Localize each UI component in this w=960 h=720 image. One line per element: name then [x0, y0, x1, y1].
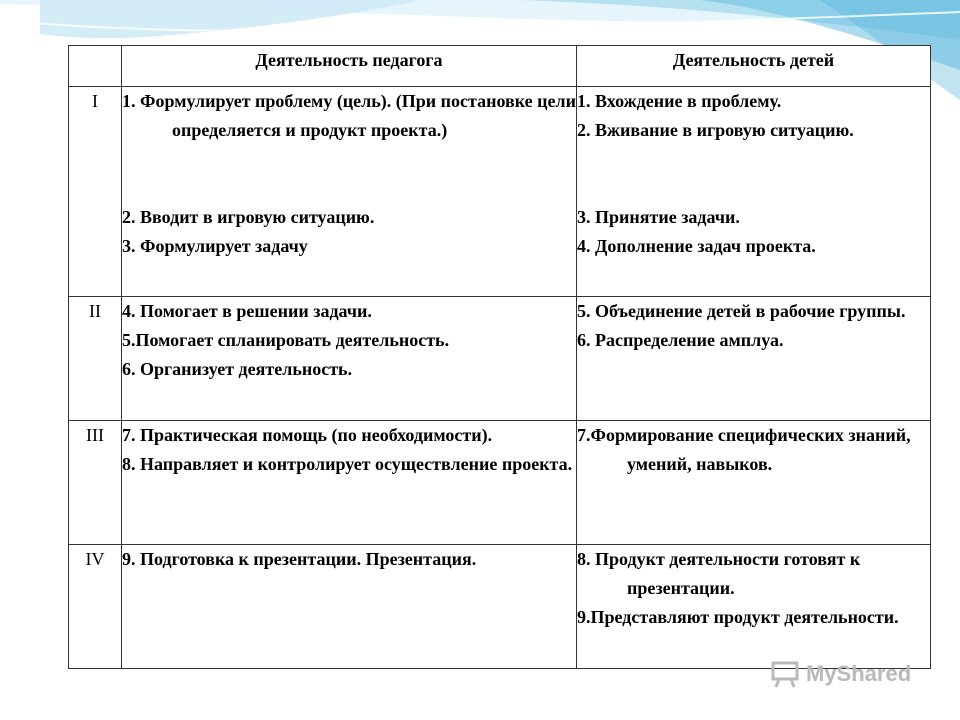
list-item: 2. Вводит в игровую ситуацию.	[122, 207, 375, 227]
header-children-activity: Деятельность детей	[577, 46, 931, 87]
list-item: 6. Организует деятельность.	[122, 359, 353, 379]
children-activity-cell	[577, 545, 931, 669]
stage-cell: IV	[69, 545, 122, 669]
chalkboard-icon	[770, 660, 800, 688]
list-item: 8. Продукт деятельности готовят к презентации.	[577, 549, 861, 598]
list-item: 4. Помогает в решении задачи.	[122, 301, 372, 321]
watermark	[770, 660, 911, 688]
list-item: 1. Вхождение в проблему.	[577, 91, 782, 111]
watermark-text: MyShared	[806, 661, 912, 686]
table-row	[69, 421, 931, 545]
stage-cell: I	[69, 87, 122, 297]
table-header-row	[69, 46, 931, 87]
list-item: 9. Подготовка к презентации. Презентация.	[122, 549, 477, 569]
spacer	[577, 145, 930, 203]
list-item: 7. Практическая помощь (по необходимости).	[122, 425, 493, 445]
table-row	[69, 545, 931, 669]
children-activity-cell	[577, 87, 931, 297]
children-activity-cell	[577, 297, 931, 421]
table-row	[69, 87, 931, 297]
table-row	[69, 297, 931, 421]
list-item: 3. Принятие задачи.	[577, 207, 740, 227]
project-activity-table	[68, 45, 931, 669]
teacher-activity-cell	[122, 545, 577, 669]
list-item: 6. Распределение амплуа.	[577, 330, 784, 350]
spacer	[122, 145, 576, 203]
list-item: 9.Представляют продукт деятельности.	[577, 607, 899, 627]
list-item: 7.Формирование специфических знаний, умений, навыков.	[577, 425, 911, 474]
list-item: 2. Вживание в игровую ситуацию.	[577, 120, 854, 140]
list-item: 5.Помогает спланировать деятельность.	[122, 330, 450, 350]
list-item: 1. Формулирует проблему (цель). (При постановке цели определяется и продукт проекта.)	[122, 91, 576, 140]
stage-cell: III	[69, 421, 122, 545]
teacher-activity-cell	[122, 87, 577, 297]
header-teacher-activity: Деятельность педагога	[122, 46, 577, 87]
list-item: 8. Направляет и контролирует осуществление проекта.	[122, 454, 573, 474]
stage-cell: II	[69, 297, 122, 421]
list-item: 3. Формулирует задачу	[122, 236, 308, 256]
teacher-activity-cell	[122, 421, 577, 545]
list-item: 4. Дополнение задач проекта.	[577, 236, 816, 256]
children-activity-cell	[577, 421, 931, 545]
teacher-activity-cell	[122, 297, 577, 421]
header-stage	[69, 46, 122, 87]
list-item: 5. Объединение детей в рабочие группы.	[577, 301, 906, 321]
